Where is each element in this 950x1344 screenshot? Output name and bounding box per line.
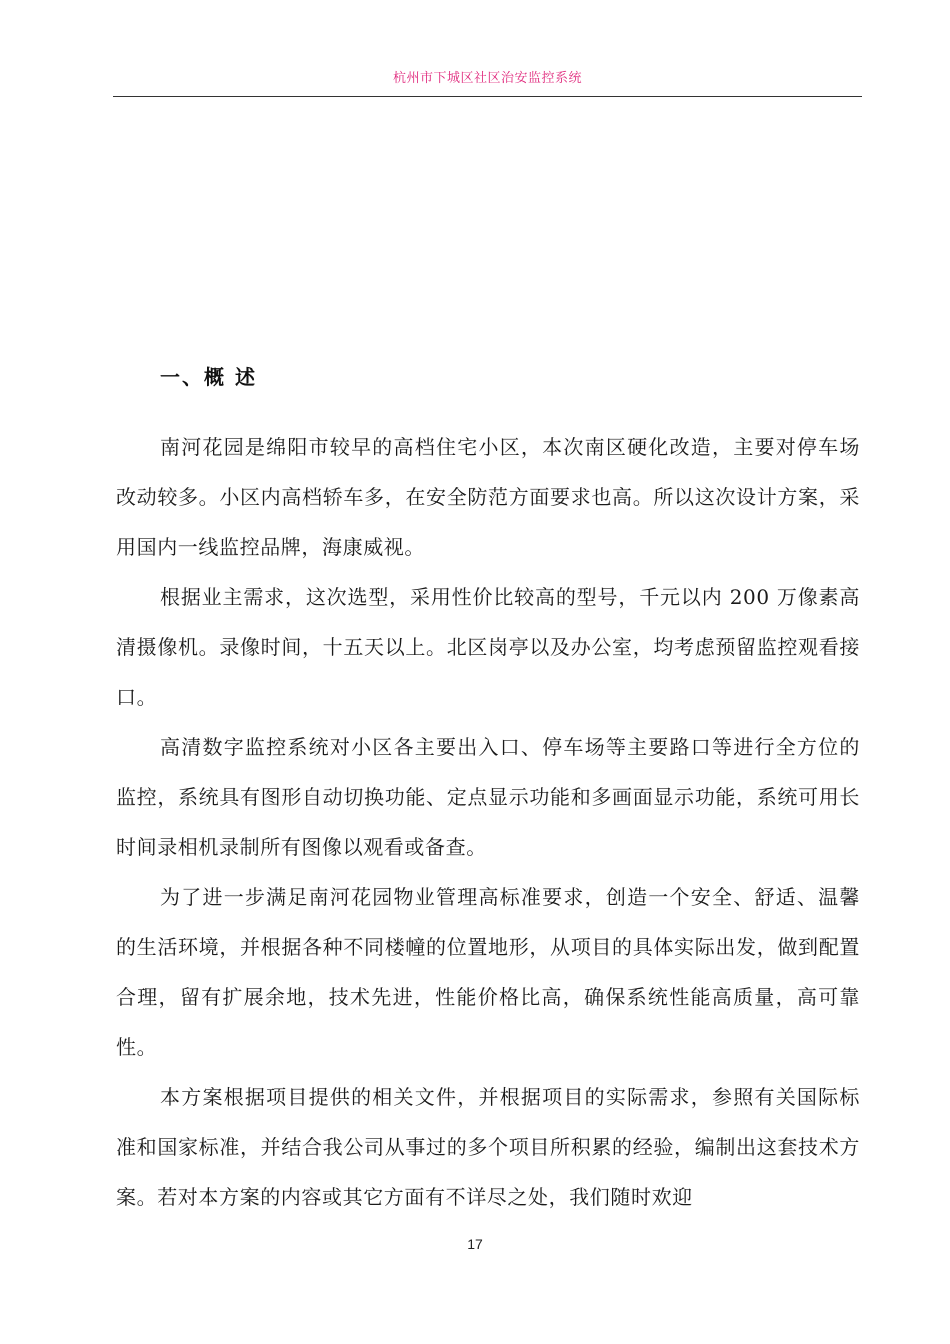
paragraph-2: 根据业主需求，这次选型，采用性价比较高的型号，千元以内 200 万像素高清摄像机。录像时间，十五天以上。北区岗亭以及办公室，均考虑预留监控观看接口。	[116, 585, 860, 709]
paragraph-4: 为了进一步满足南河花园物业管理高标准要求，创造一个安全、舒适、温馨的生活环境，并根据各种不同楼幢的位置地形，从项目的具体实际出发，做到配置合理，留有扩展余地，技术先进，性能价格比高，确保系统性能高质量，高可靠性。	[116, 885, 860, 1059]
page-header	[113, 66, 862, 97]
header-title: 杭州市下城区社区治安监控系统	[392, 71, 582, 86]
paragraph-3: 高清数字监控系统对小区各主要出入口、停车场等主要路口等进行全方位的监控，系统具有图形自动切换功能、定点显示功能和多画面显示功能，系统可用长时间录相机录制所有图像以观看或备查。	[116, 735, 860, 859]
paragraph-1: 南河花园是绵阳市较早的高档住宅小区，本次南区硬化改造，主要对停车场改动较多。小区内高档轿车多，在安全防范方面要求也高。所以这次设计方案，采用国内一线监控品牌，海康威视。	[116, 435, 860, 559]
paragraph-5: 本方案根据项目提供的相关文件，并根据项目的实际需求，参照有关国际标准和国家标准，并结合我公司从事过的多个项目所积累的经验，编制出这套技术方案。若对本方案的内容或其它方面有不详尽之处，我们随时欢迎	[116, 1085, 860, 1209]
section-heading: 一、概 述	[160, 365, 257, 389]
body-text	[116, 422, 860, 1222]
page-number: 17	[467, 1236, 483, 1252]
